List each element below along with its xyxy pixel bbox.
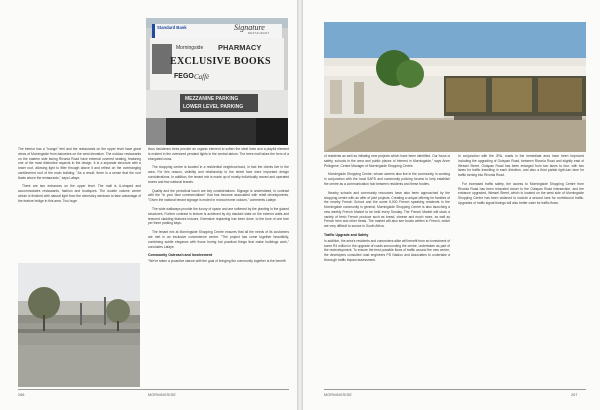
bank-sign: Standard Bank bbox=[157, 25, 187, 30]
left-col2-paragraph: "We've taken a proactive stance with the goal of bringing the community together is the benefit bbox=[148, 259, 286, 264]
signature-subline: RESTAURANT bbox=[248, 32, 270, 35]
left-page-column-1 bbox=[18, 147, 141, 208]
right-col1-paragraph: of residents as well as initiating new projects which have been identified. Our focus is safety, schools in the area and public places of interest in Morningside," says Anne Philogene, Centre Manager of Morningside Shopping Centre. bbox=[324, 154, 450, 168]
left-page bbox=[0, 0, 297, 410]
parking-lot-photo bbox=[18, 263, 140, 387]
centre-exterior-illustration bbox=[18, 36, 140, 144]
parking-lot-illustration bbox=[18, 263, 140, 387]
right-col1-paragraph: Morningside Shopping Centre, whose owners also live in the community, is working in conjunction with the local SAPS and community policing forums to help establish the centre as a communication hub between residents and these bodies. bbox=[324, 172, 450, 186]
community-outreach-heading: Community Outreach and Involvement bbox=[148, 253, 213, 258]
right-page-column-1 bbox=[324, 154, 450, 267]
left-col1-paragraph: The interior has a "lounge" feel and the restaurants on the upper level have great views of Morningside from balconies on the west elevation. The outdoor restaurants on the eastern side facing Rivonia Road have external covered seating, featuring one of the most distinctive aspects in the design. It is a separate structure with a lower roof, allowing light to filter through above it and reflect on the overhanging cantilevered roof of the main building. "As a result, there is a sense that the roof floats above the restaurants," says Lafaye. bbox=[18, 147, 141, 180]
pharmacy-sign: PHARMACY bbox=[218, 43, 262, 52]
right-col1-paragraph: In addition, the area's residents and commuters alike will benefit from an investment of some R4 million in the upgrade of roads surrounding the centre, undertaken as part of the redevelopment. To ensure the best possible flows of traffic around the new centre, the developers consulted road engineers PD Naidoo and Associates to undertake a thorough traffic impact assessment. bbox=[324, 238, 450, 262]
left-col2-paragraph: The wide walkways provide the luxury of space and are softened by the planting in the glazed structures. Further contrast in texture is achieved by dry stacked slate on the exterior walls and textured cladding features indoors. Extensive replanting has been done, to the tune of one tree per three parking bays. bbox=[148, 207, 289, 226]
right-col2-paragraph: In conjunction with the JRA, roads in the immediate area have been improved including the upgrading of Outspan Road, between Rivonia Road and slightly east of Wessel Street. Outspan Road has been enlarged from two lanes to four, with two lanes for traffic travelling in each direction, and also a third partial right-turn lane for traffic turning into Rivonia Road. bbox=[458, 154, 584, 177]
left-col2-paragraph: The tenant mix at Morningside Shopping Centre ensures that all the needs of its customers are met in an exclusive convenience centre. "The project has come together beautifully, combining subtle elegance with those boring but practical things that make buildings work," concludes Lafaye. bbox=[148, 230, 289, 249]
fego-sign: FEGO bbox=[174, 73, 194, 80]
right-page-number: 267 bbox=[571, 393, 578, 397]
left-footer-rule bbox=[18, 389, 289, 390]
right-col2-paragraph: For increased traffic safety, the access to Morningside Shopping Centre from Rivonia Road has been relocated closer to the Outspan Road intersection, and the entrance upgraded. Wessel Street, which is located on the west side of Morningside Shopping Centre has been widened to include a second lane for northbound traffic. Upgrades of traffic signal timings will also better cater for traffic flows. bbox=[458, 181, 584, 205]
caffe-sign: Caffè bbox=[194, 73, 210, 81]
left-col1-paragraph: There are two entrances on the upper level. The mall is U-shaped and accommodates restaurants, fashion and boutiques. The double volume centre atrium is finished with natural light from the clerestory windows to take advantage of the feature bridge in this area. Two huge bbox=[18, 184, 141, 203]
pharmacy-prefix: Morningside bbox=[176, 45, 204, 51]
left-col2-paragraph: ficus decidenns trees provide an organic element to soften the steel lines and a playful element is evident in the oversized pendant lights in the central atrium. The trees mall takes the form of a elongated cross. bbox=[148, 147, 289, 161]
mezzanine-parking-sign: MEZZANINE PARKING bbox=[185, 96, 239, 102]
left-running-head: MORNINGSIDE bbox=[148, 393, 176, 397]
centre-exterior-photo bbox=[18, 36, 140, 144]
right-running-head: MORNINGSIDE bbox=[324, 393, 352, 397]
right-page bbox=[303, 0, 600, 410]
signature-sign: Signature bbox=[234, 23, 265, 32]
building-signage-photo bbox=[146, 18, 288, 145]
lower-level-parking-sign: LOWER LEVEL PARKING bbox=[183, 104, 244, 110]
right-col1-paragraph: Nearby schools and community resources have also been approached by the shopping centre with an offer of joint projects. Creating a unique offering for families of the nearby French School and the some 6,000 French speaking residents in the Morningside community in general, Morningside Shopping Centre is also launching a new weekly French Market to be held every Sunday. The French Market will stock a variety of fresh French produce such as bread, cheese and much more, as well as French teen and other treats. The market will also see books written in French, which are very difficult to source in South Africa. bbox=[324, 190, 450, 229]
traffic-upgrade-heading: Traffic Upgrade and Safety bbox=[324, 233, 369, 238]
left-page-column-2 bbox=[148, 147, 289, 268]
left-col2-paragraph: The shopping centre is located in a residential neighbourhood, in fact the clients live in the area. For this reason, visibility and relationship to the street face were important design considerations. In addition, the tenant mix is made up of mostly individually owned and operated stores and few national brands. bbox=[148, 165, 289, 184]
outdoor-restaurant-photo bbox=[324, 22, 586, 152]
left-col2-paragraph: Quality and the periodical touch are key considerations. Signage is understated, in contrast with the "in your face commercialism" that has become associated with retail developments. "Given the national tenant signage is muted in monochrome colours," comments Lafaye. bbox=[148, 188, 289, 203]
right-page-column-2 bbox=[458, 154, 584, 210]
exclusive-books-sign: EXCLUSIVE BOOKS bbox=[170, 56, 271, 67]
building-signage-illustration bbox=[146, 18, 288, 145]
left-page-number: 266 bbox=[18, 393, 25, 397]
outdoor-restaurant-illustration bbox=[324, 22, 586, 152]
right-footer-rule bbox=[324, 389, 586, 390]
